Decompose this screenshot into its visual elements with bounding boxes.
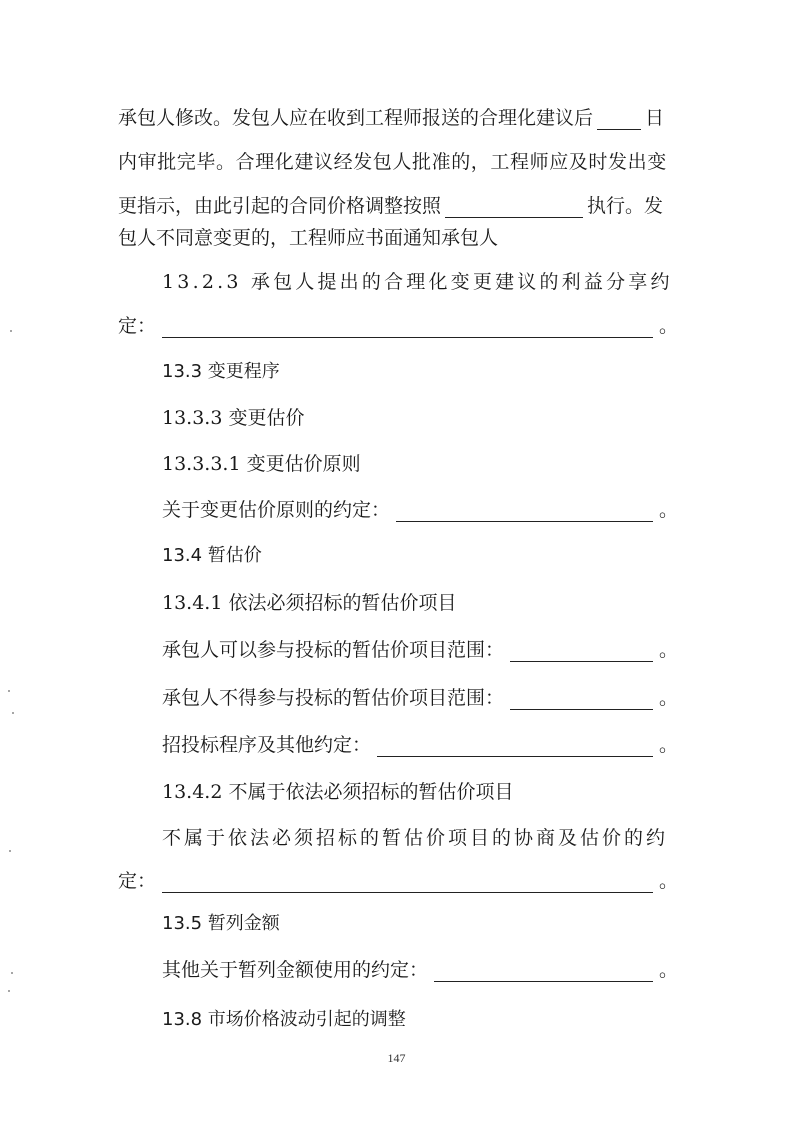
text-segment: 更指示，由此引起的合同价格调整按照 (118, 195, 442, 217)
scan-speck (11, 972, 13, 974)
blank-line (434, 963, 653, 982)
scan-speck (12, 712, 14, 714)
paragraph-line: 包人不同意变更的，工程师应书面通知承包人 (118, 227, 499, 249)
fill-line (162, 733, 678, 757)
text-segment: 承包人可以参与投标的暂估价项目范围： (162, 639, 505, 661)
scan-speck (8, 690, 10, 692)
paragraph-line: 不属于依法必须招标的暂估价项目的协商及估价的约 (162, 827, 669, 849)
blank-line (377, 738, 653, 757)
fill-line (162, 958, 678, 982)
text-segment: 。 (658, 870, 678, 892)
text-segment: 。 (658, 959, 678, 981)
scan-speck (8, 990, 10, 992)
text-segment: 其他关于暂列金额使用的约定： (162, 959, 429, 981)
text-segment: 。 (658, 687, 678, 709)
text-segment: 定： (118, 870, 157, 892)
page-number: 147 (387, 1051, 406, 1065)
subsection-title: 13.4.1 依法必须招标的暂估价项目 (162, 592, 457, 614)
blank-line (445, 199, 583, 218)
text-segment: 关于变更估价原则的约定： (162, 499, 391, 521)
text-segment: 。 (658, 639, 678, 661)
blank-line (597, 111, 641, 130)
blank-line (396, 503, 653, 522)
fill-line (118, 314, 678, 338)
text-segment: 承包人修改。发包人应在收到工程师报送的合理化建议后 (118, 107, 594, 129)
section-heading: 13.3 变更程序 (162, 361, 280, 382)
blank-line (162, 319, 653, 338)
text-segment: 。 (658, 499, 678, 521)
scan-speck (9, 850, 11, 852)
scan-speck (10, 330, 12, 332)
fill-line (162, 498, 678, 522)
blank-line (162, 874, 653, 893)
blank-line (510, 643, 653, 662)
blank-line (510, 691, 653, 710)
fill-line (162, 686, 678, 710)
text-segment: 。 (658, 734, 678, 756)
text-segment: 招投标程序及其他约定： (162, 734, 372, 756)
paragraph-line: 内审批完毕。合理化建议经发包人批准的，工程师应及时发出变 (118, 151, 667, 173)
text-segment: 承包人不得参与投标的暂估价项目范围： (162, 687, 505, 709)
text-segment: 日 (645, 107, 665, 129)
text-segment: 。 (658, 315, 678, 337)
paragraph-line (118, 194, 678, 218)
text-segment: 执行。发 (587, 195, 664, 217)
subsection-title: 13.3.3.1 变更估价原则 (162, 453, 361, 475)
section-heading: 13.5 暂列金额 (162, 913, 280, 934)
paragraph-line (118, 106, 678, 130)
fill-line (162, 638, 678, 662)
subsection-title: 13.4.2 不属于依法必须招标的暂估价项目 (162, 781, 514, 803)
section-heading: 13.8 市场价格波动引起的调整 (162, 1009, 406, 1030)
text-segment: 定： (118, 315, 157, 337)
section-heading: 13.4 暂估价 (162, 545, 262, 566)
clause-line: 13.2.3 承包人提出的合理化变更建议的利益分享约 (162, 271, 673, 293)
subsection-title: 13.3.3 变更估价 (162, 407, 305, 429)
fill-line (118, 869, 678, 893)
